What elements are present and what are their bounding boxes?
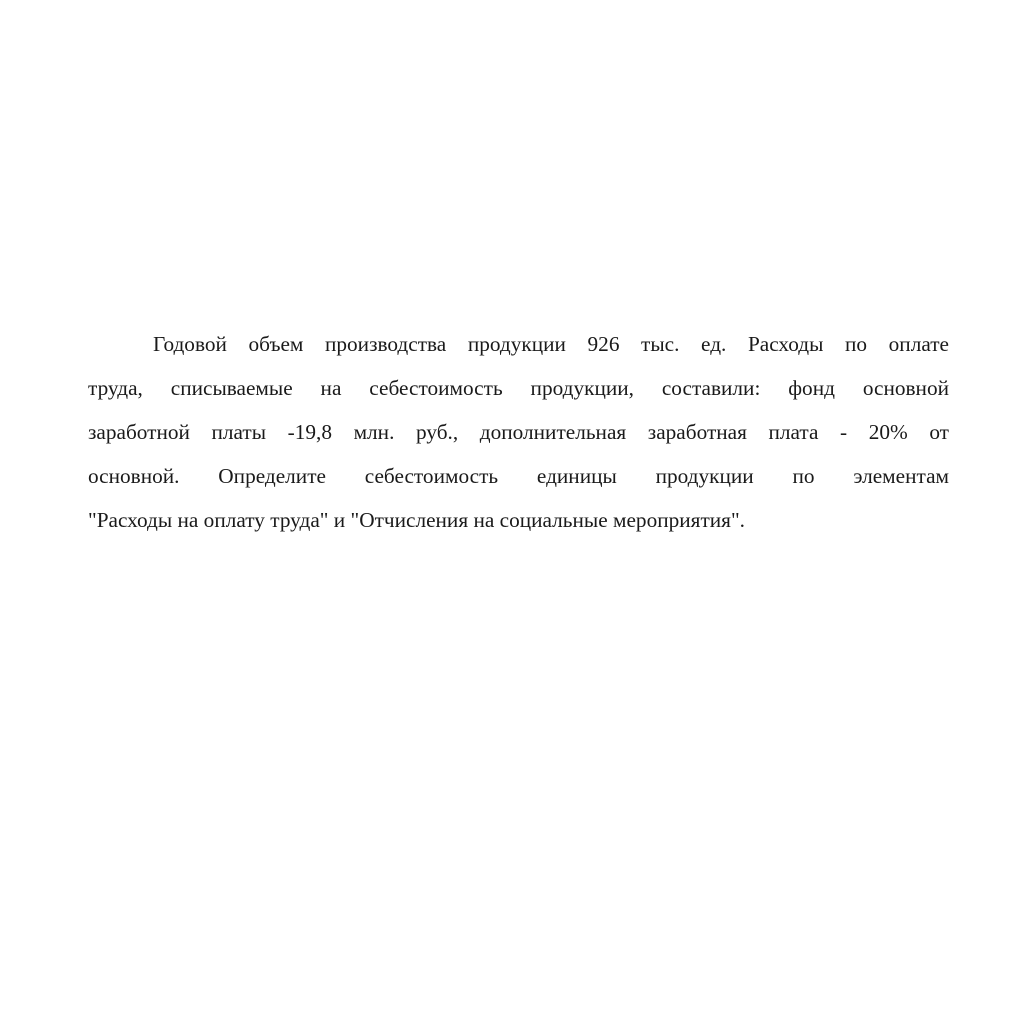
task-paragraph (88, 322, 949, 542)
paragraph-line-5: "Расходы на оплату труда" и "Отчисления на социальные мероприятия". (88, 508, 745, 532)
paragraph-line-3: заработной платы -19,8 млн. руб., дополнительная заработная плата - 20% от (88, 420, 949, 444)
paragraph-line-4: основной. Определите себестоимость единицы продукции по элементам (88, 464, 949, 488)
paragraph-line-1: Годовой объем производства продукции 926 тыс. ед. Расходы по оплате (153, 332, 949, 356)
paragraph-line-2: труда, списываемые на себестоимость продукции, составили: фонд основной (88, 376, 949, 400)
